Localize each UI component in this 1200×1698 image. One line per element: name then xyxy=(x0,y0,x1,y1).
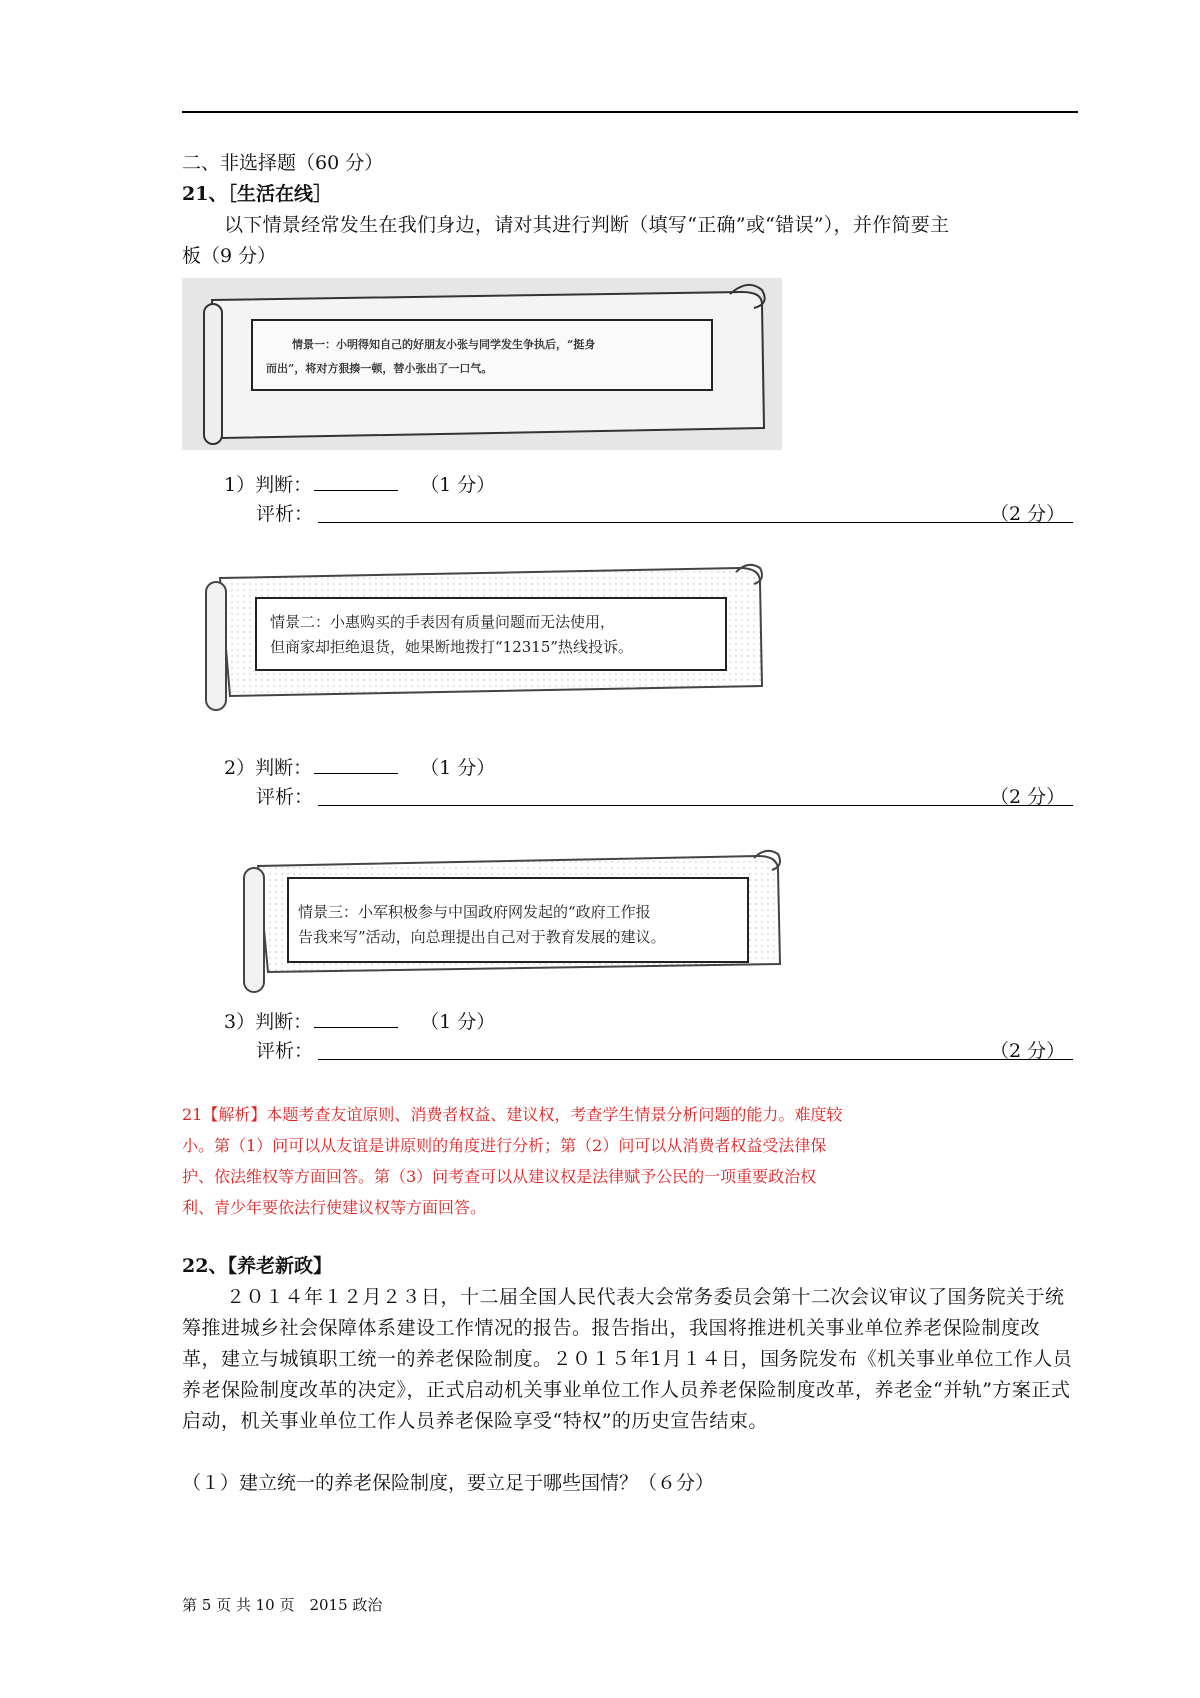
scenario-1-line2: 而出”，将对方狠揍一顿，替小张出了一口气。 xyxy=(266,362,493,375)
answer-2-judge-blank[interactable] xyxy=(314,751,398,774)
answer-1-analysis-label: 评析： xyxy=(256,503,314,525)
section-title: 二、非选择题（60 分） xyxy=(182,152,384,174)
explanation-line-3: 护、依法维权等方面回答。第（3）问考查可以从建议权是法律赋予公民的一项重要政治权 xyxy=(182,1167,817,1186)
q22-question-1: （１）建立统一的养老保险制度，要立足于哪些国情？（６分） xyxy=(182,1472,715,1494)
scenario-1-scroll xyxy=(182,278,782,450)
answer-2-judge-label: 2）判断： xyxy=(224,757,313,779)
answer-1-analysis-points: （2 分） xyxy=(990,503,1066,525)
answer-2-analysis-label: 评析： xyxy=(256,786,314,808)
q22-paragraph: ２０１４年１２月２３日，十二届全国人民代表大会常务委员会第十二次会议审议了国务院关于统筹推进城乡社会保障体系建设工作情况的报告。报告指出，我国将推进机关事业单位养老保险制度改革，建立与城镇职工统一的养老保险制度。２０１５年1月１４日，国务院发布《机关事业单位工作人员养老保险制度改革的决定》，正式启动机关事业单位工作人员养老保险制度改革，养老金“并轨”方案正式启动，机关事业单位工作人员养老保险享受“特权”的历史宣告结束。 xyxy=(182,1286,1073,1432)
scenario-3-scroll xyxy=(238,842,788,998)
q21-intro-line1: 以下情景经常发生在我们身边，请对其进行判断（填写“正确”或“错误”），并作简要主 xyxy=(224,214,950,236)
answer-1-analysis-line[interactable] xyxy=(318,522,1073,523)
explanation-line-1: 21【解析】本题考查友谊原则、消费者权益、建议权，考查学生情景分析问题的能力。难度较 xyxy=(182,1105,843,1124)
answer-1-judge-points: （1 分） xyxy=(420,474,496,496)
answer-3-judge-blank[interactable] xyxy=(314,1005,398,1028)
scenario-2-line1: 情景二：小惠购买的手表因有质量问题而无法使用， xyxy=(270,613,616,631)
answer-1-judge-label: 1）判断： xyxy=(224,474,313,496)
scenario-2-scroll xyxy=(200,558,770,716)
answer-3-judge-label: 3）判断： xyxy=(224,1011,313,1033)
answer-3-analysis-points: （2 分） xyxy=(990,1040,1066,1062)
answer-2-judge xyxy=(224,751,495,784)
answer-3-judge xyxy=(224,1005,495,1038)
q21-heading: 21、［生活在线］ xyxy=(182,183,332,205)
header-rule xyxy=(182,111,1078,113)
q22-heading: 22、【养老新政】 xyxy=(182,1255,332,1277)
answer-1-judge xyxy=(224,468,495,501)
explanation-line-2: 小。第（1）问可以从友谊是讲原则的角度进行分析；第（2）问可以从消费者权益受法律保 xyxy=(182,1136,827,1155)
scenario-3-line2: 告我来写”活动，向总理提出自己对于教育发展的建议。 xyxy=(298,928,666,946)
explanation-line-4: 利、青少年要依法行使建议权等方面回答。 xyxy=(182,1198,487,1217)
answer-3-judge-points: （1 分） xyxy=(420,1011,496,1033)
answer-2-analysis-points: （2 分） xyxy=(990,786,1066,808)
q21-intro-line2: 板（9 分） xyxy=(182,245,277,267)
page-footer: 第 5 页 共 10 页 2015 政治 xyxy=(182,1596,383,1614)
answer-1-judge-blank[interactable] xyxy=(314,468,398,491)
answer-2-judge-points: （1 分） xyxy=(420,757,496,779)
scenario-1-line1: 情景一：小明得知自己的好朋友小张与同学发生争执后，“挺身 xyxy=(292,338,596,351)
answer-3-analysis-label: 评析： xyxy=(256,1040,314,1062)
scenario-2-line2: 但商家却拒绝退货，她果断地拨打“12315”热线投诉。 xyxy=(270,638,634,656)
scenario-3-line1: 情景三：小军积极参与中国政府网发起的“政府工作报 xyxy=(298,903,651,921)
answer-3-analysis-line[interactable] xyxy=(318,1059,1073,1060)
answer-2-analysis-line[interactable] xyxy=(318,805,1073,806)
